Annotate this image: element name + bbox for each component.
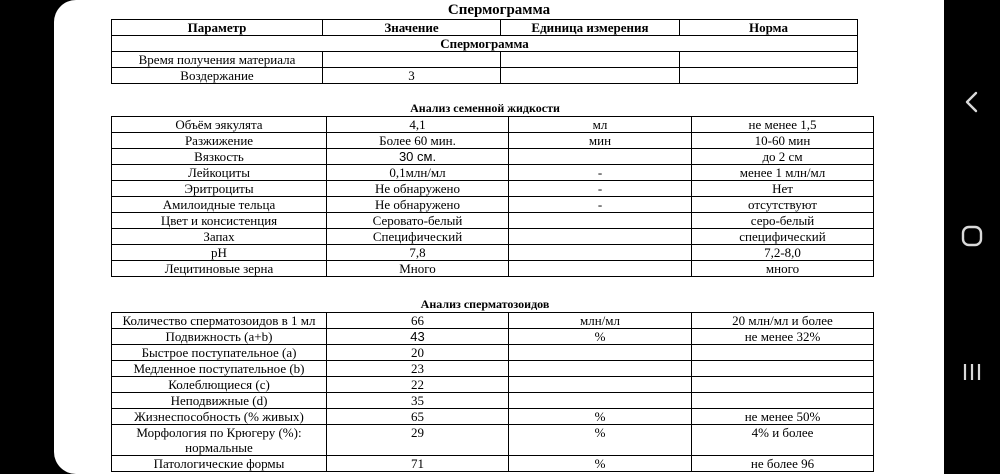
subtitle-row (112, 36, 858, 52)
cell-norm: 10-60 мин (692, 133, 874, 149)
cell-value: 23 (327, 361, 509, 377)
cell-unit (501, 68, 680, 84)
header-unit: Единица измерения (501, 20, 680, 36)
cell-norm (680, 68, 858, 84)
cell-norm: не более 96 (692, 456, 874, 472)
cell-norm: много (692, 261, 874, 277)
cell-unit: % (509, 409, 692, 425)
cell-norm: 7,2-8,0 (692, 245, 874, 261)
cell-value: 35 (327, 393, 509, 409)
cell-parameter: Воздержание (112, 68, 323, 84)
document-page (54, 0, 944, 474)
table-row (112, 133, 874, 149)
cell-norm: специфический (692, 229, 874, 245)
header-parameter: Параметр (112, 20, 323, 36)
cell-parameter: Патологические формы (112, 456, 327, 472)
table-row (112, 261, 874, 277)
cell-unit (509, 149, 692, 165)
cell-unit (509, 345, 692, 361)
navigation-bar (944, 0, 1000, 474)
table-row (112, 456, 874, 472)
cell-parameter: Объём эякулята (112, 117, 327, 133)
section-title-seminal-fluid: Анализ семенной жидкости (410, 101, 560, 115)
cell-unit: - (509, 181, 692, 197)
cell-unit: мл (509, 117, 692, 133)
cell-norm (692, 361, 874, 377)
table-row (112, 68, 858, 84)
cell-unit: % (509, 456, 692, 472)
cell-value: 29 (327, 425, 509, 456)
cell-unit: млн/мл (509, 313, 692, 329)
cell-value: 43 (327, 329, 509, 345)
cell-value (323, 52, 501, 68)
cell-norm: серо-белый (692, 213, 874, 229)
cell-value: 66 (327, 313, 509, 329)
cell-unit (509, 229, 692, 245)
cell-value: Более 60 мин. (327, 133, 509, 149)
table-header-row (112, 20, 858, 36)
cell-value: 4,1 (327, 117, 509, 133)
home-icon[interactable] (944, 224, 1000, 252)
table-row (112, 329, 874, 345)
header-value: Значение (323, 20, 501, 36)
recents-icon[interactable] (944, 360, 1000, 388)
cell-unit: - (509, 197, 692, 213)
table-row (112, 117, 874, 133)
table-row (112, 165, 874, 181)
cell-parameter: Лейкоциты (112, 165, 327, 181)
cell-parameter: Лецитиновые зерна (112, 261, 327, 277)
table-row (112, 425, 874, 456)
cell-norm: не менее 32% (692, 329, 874, 345)
cell-unit: % (509, 425, 692, 456)
table-seminal-fluid (111, 116, 874, 277)
cell-norm: до 2 см (692, 149, 874, 165)
cell-norm (680, 52, 858, 68)
cell-parameter: Эритроциты (112, 181, 327, 197)
cell-value: 71 (327, 456, 509, 472)
cell-value: 30 см. (327, 149, 509, 165)
cell-norm: Нет (692, 181, 874, 197)
cell-norm: менее 1 млн/мл (692, 165, 874, 181)
table-row (112, 377, 874, 393)
cell-unit: - (509, 165, 692, 181)
table-row (112, 181, 874, 197)
cell-parameter: Медленное поступательное (b) (112, 361, 327, 377)
cell-value: 65 (327, 409, 509, 425)
table-row (112, 393, 874, 409)
cell-value: 20 (327, 345, 509, 361)
table-sperm-analysis (111, 312, 874, 472)
cell-norm: отсутствуют (692, 197, 874, 213)
cell-norm (692, 393, 874, 409)
cell-unit (509, 377, 692, 393)
cell-norm: не менее 1,5 (692, 117, 874, 133)
cell-unit: % (509, 329, 692, 345)
table-row (112, 213, 874, 229)
cell-unit (509, 213, 692, 229)
cell-parameter: Морфология по Крюгеру (%): нормальные (112, 425, 327, 456)
cell-parameter: pH (112, 245, 327, 261)
cell-parameter: Амилоидные тельца (112, 197, 327, 213)
cell-value: 7,8 (327, 245, 509, 261)
cell-value: 0,1млн/мл (327, 165, 509, 181)
document-title: Спермограмма (447, 2, 551, 18)
cell-unit (509, 261, 692, 277)
header-norm: Норма (680, 20, 858, 36)
cell-unit: мин (509, 133, 692, 149)
back-icon[interactable] (944, 90, 1000, 118)
cell-parameter: Цвет и консистенция (112, 213, 327, 229)
cell-parameter: Время получения материала (112, 52, 323, 68)
table-row (112, 361, 874, 377)
cell-parameter: Неподвижные (d) (112, 393, 327, 409)
cell-parameter: Жизнеспособность (% живых) (112, 409, 327, 425)
cell-value: Серовато-белый (327, 213, 509, 229)
table-row (112, 149, 874, 165)
cell-norm: не менее 50% (692, 409, 874, 425)
section-title-sperm-analysis: Анализ сперматозоидов (420, 297, 550, 311)
table-row (112, 345, 874, 361)
table-row (112, 229, 874, 245)
cell-unit (501, 52, 680, 68)
cell-norm: 4% и более (692, 425, 874, 456)
cell-parameter: Разжижение (112, 133, 327, 149)
table-spermogram (111, 19, 858, 84)
cell-parameter: Быстрое поступательное (a) (112, 345, 327, 361)
table-row (112, 197, 874, 213)
cell-value: Не обнаружено (327, 197, 509, 213)
cell-parameter: Количество сперматозоидов в 1 мл (112, 313, 327, 329)
table-row (112, 313, 874, 329)
cell-value: 3 (323, 68, 501, 84)
cell-unit (509, 245, 692, 261)
cell-norm (692, 377, 874, 393)
cell-value: 22 (327, 377, 509, 393)
cell-unit (509, 393, 692, 409)
cell-norm: 20 млн/мл и более (692, 313, 874, 329)
cell-parameter: Запах (112, 229, 327, 245)
cell-unit (509, 361, 692, 377)
table-subtitle: Спермограмма (112, 36, 858, 52)
cell-value: Специфический (327, 229, 509, 245)
table-row (112, 52, 858, 68)
table-row (112, 409, 874, 425)
table-row (112, 245, 874, 261)
cell-value: Не обнаружено (327, 181, 509, 197)
cell-parameter: Вязкость (112, 149, 327, 165)
cell-parameter: Подвижность (a+b) (112, 329, 327, 345)
cell-value: Много (327, 261, 509, 277)
cell-norm (692, 345, 874, 361)
cell-parameter: Колеблющиеся (c) (112, 377, 327, 393)
